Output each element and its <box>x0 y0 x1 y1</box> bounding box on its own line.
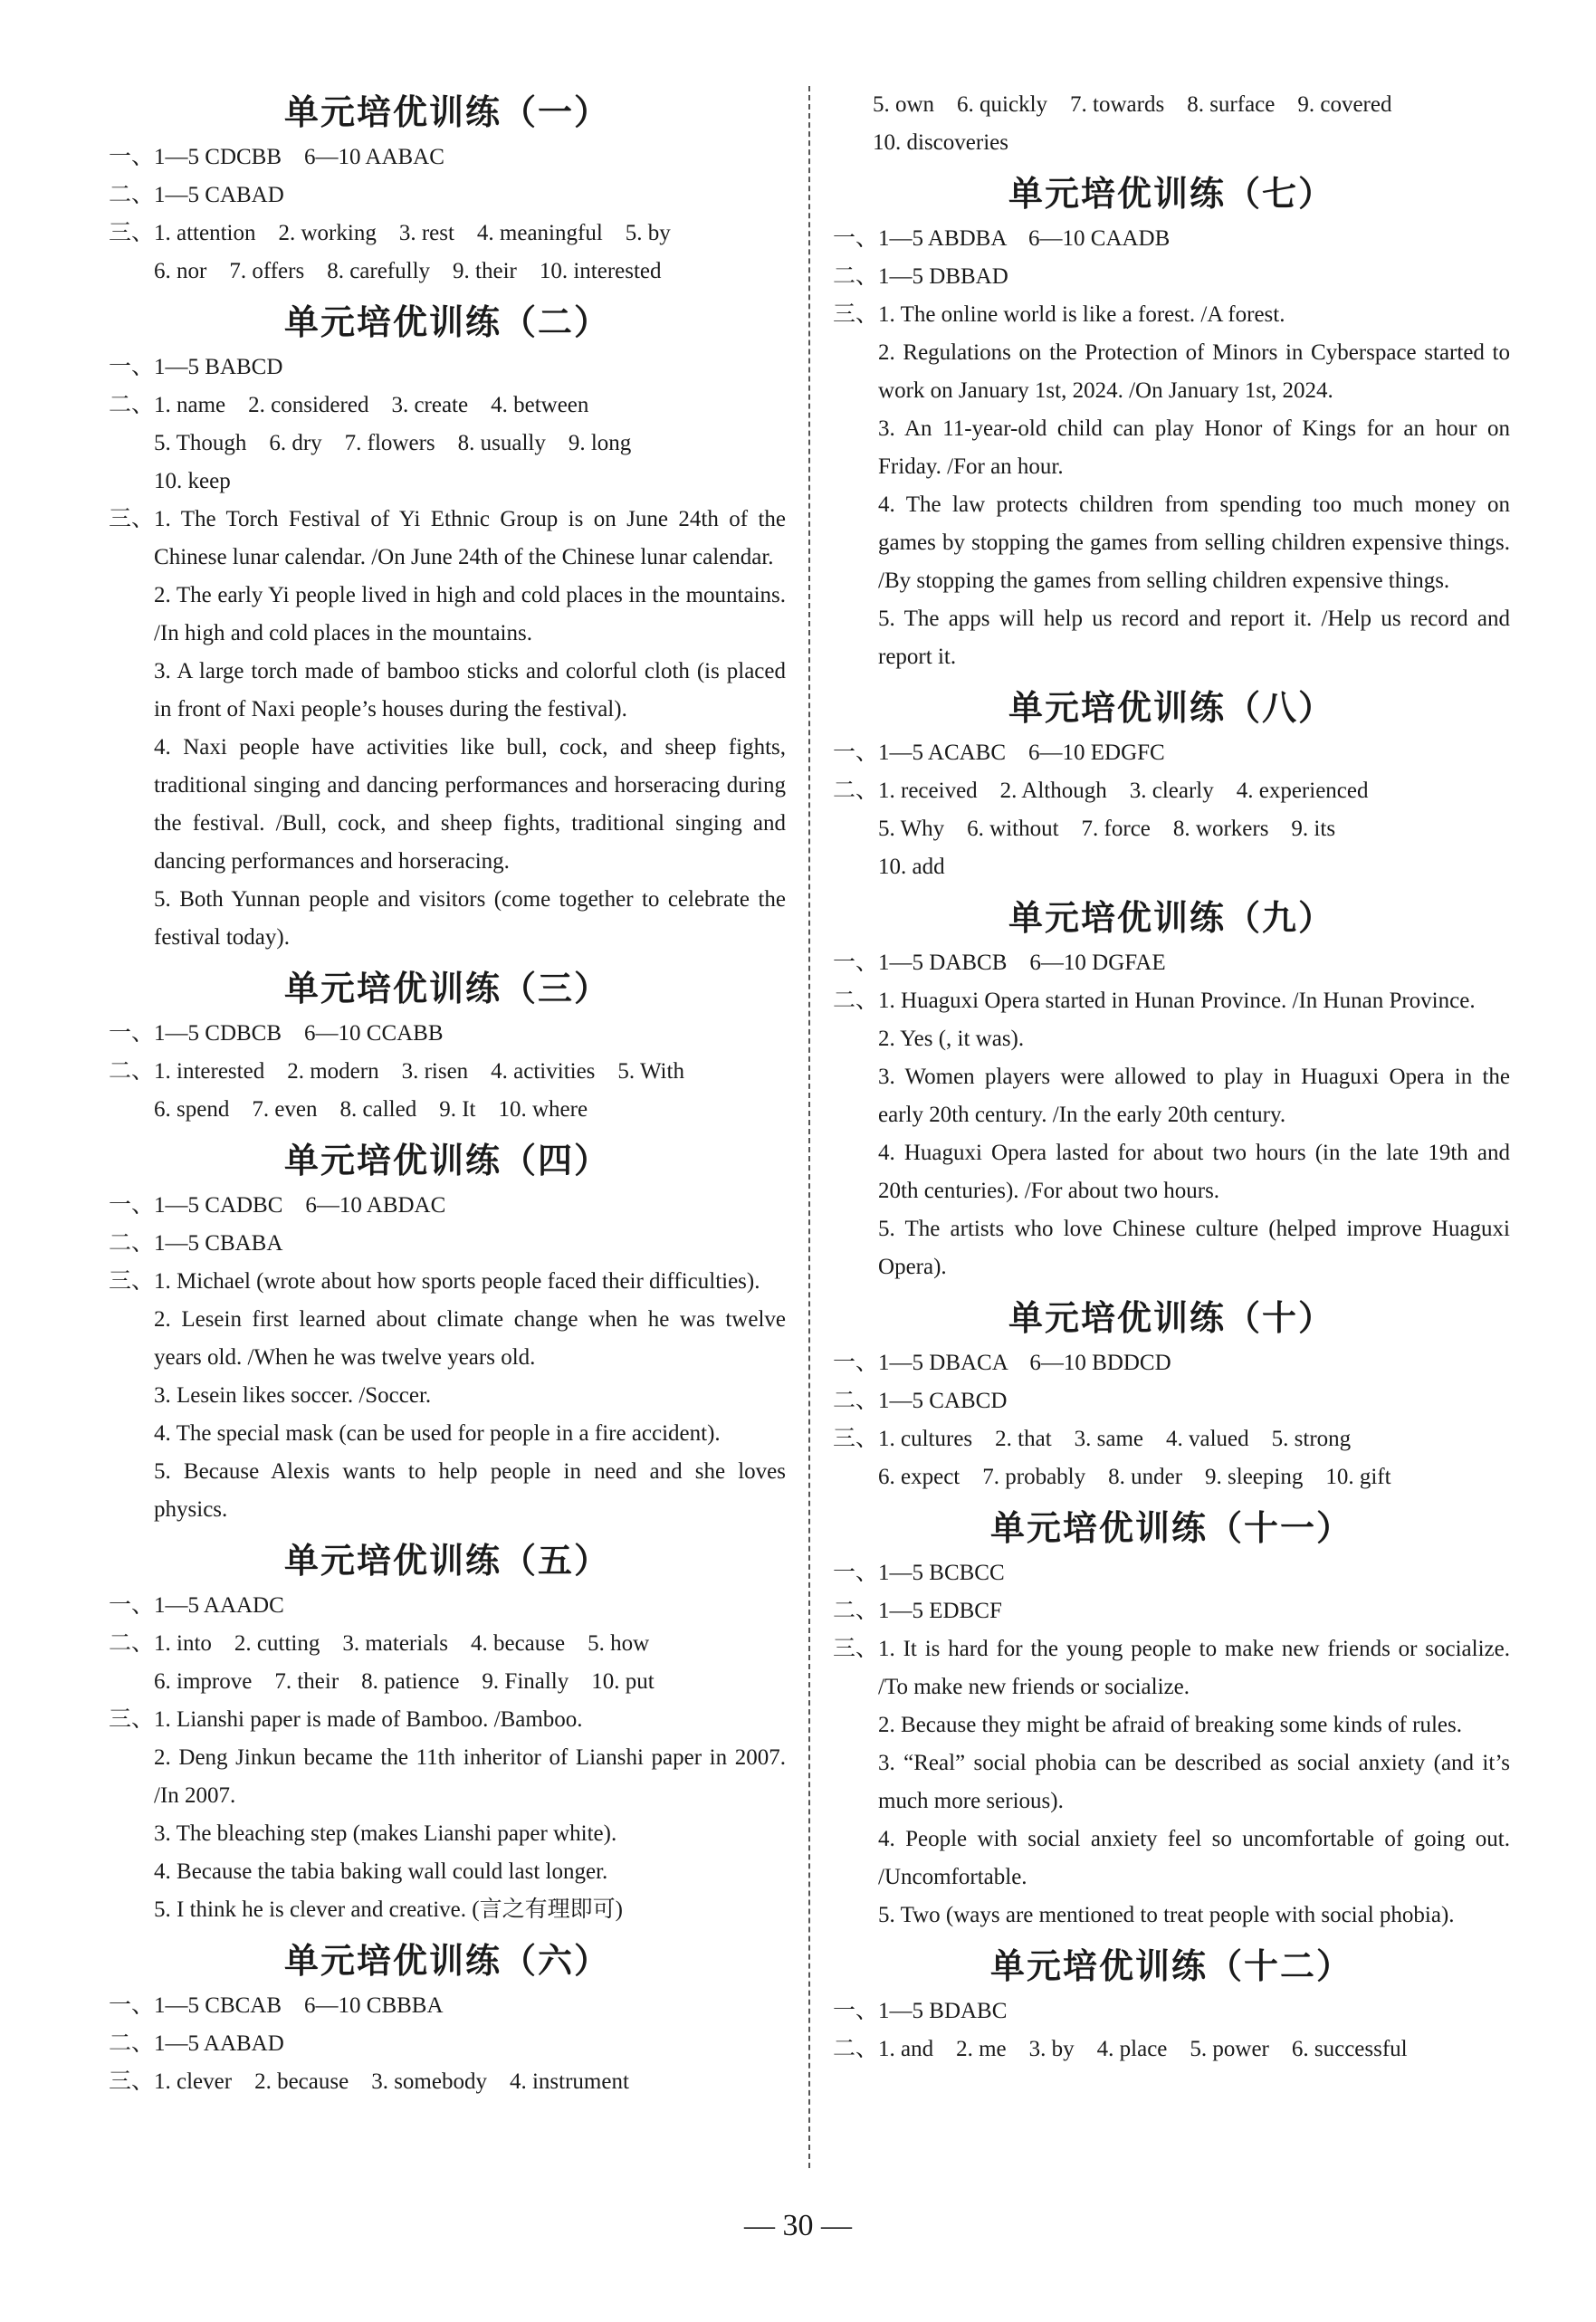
answer-section <box>109 177 786 215</box>
answer-section <box>109 1625 786 1701</box>
section-answers <box>154 215 786 291</box>
right-column <box>833 86 1510 2069</box>
answer-section <box>109 2063 786 2101</box>
section-label: 二、 <box>833 2037 879 2061</box>
section-answers <box>154 1225 786 1263</box>
answer-line: 1. attention 2. working 3. rest 4. meaningful 5. by <box>154 221 671 245</box>
answer-line: 1. interested 2. modern 3. risen 4. activities 5. With <box>154 1059 684 1084</box>
section-label: 二、 <box>109 1631 155 1656</box>
section-label: 一、 <box>109 1993 155 2018</box>
answer-section <box>109 1225 786 1263</box>
answer-line: 2. Deng Jinkun became the 11th inheritor of Lianshi paper in 2007. /In 2007. <box>154 1745 786 1808</box>
section-answers <box>154 1625 786 1701</box>
section-label: 二、 <box>109 1059 155 1084</box>
answer-line: 4. Huaguxi Opera lasted for about two hours (in the late 19th and 20th centuries). /For about two hours. <box>878 1141 1510 1203</box>
answer-section <box>833 772 1510 886</box>
answer-line: 3. An 11-year-old child can play Honor of Kings for an hour on Friday. /For an hour. <box>878 416 1510 479</box>
answer-line: 1—5 BABCD <box>154 355 283 379</box>
answer-line: 5. The apps will help us record and report it. /Help us record and report it. <box>878 607 1510 669</box>
answer-line: 1—5 CADBC 6—10 ABDAC <box>154 1193 446 1218</box>
section-answers <box>154 177 786 215</box>
section-label: 一、 <box>109 355 155 379</box>
answer-line: 6. improve 7. their 8. patience 9. Finally 10. put <box>154 1669 655 1694</box>
answer-section <box>833 258 1510 296</box>
answer-line: 3. Lesein likes soccer. /Soccer. <box>154 1383 432 1408</box>
section-answers <box>878 296 1510 676</box>
answer-line: 5. I think he is clever and creative. (言之有理即可) <box>154 1897 623 1922</box>
section-answers <box>878 2031 1510 2069</box>
left-column <box>109 86 786 2101</box>
answer-line: 5. Both Yunnan people and visitors (come together to celebrate the festival today). <box>154 887 786 950</box>
section-label: 一、 <box>833 741 879 765</box>
section-answers <box>878 734 1510 772</box>
section-label: 一、 <box>833 226 879 251</box>
answer-line: 1—5 ABDBA 6—10 CAADB <box>878 226 1171 251</box>
section-answers <box>154 501 786 957</box>
answer-section <box>109 2025 786 2063</box>
section-label: 二、 <box>109 1231 155 1256</box>
section-label <box>833 86 873 162</box>
answer-line: 4. People with social anxiety feel so uncomfortable of going out. /Uncomfortable. <box>878 1827 1510 1889</box>
answer-section <box>109 215 786 291</box>
answer-section <box>833 734 1510 772</box>
section-answers <box>878 1344 1510 1382</box>
section-label: 三、 <box>109 1707 155 1732</box>
answer-section <box>833 296 1510 676</box>
answer-line: 5. The artists who love Chinese culture (helped improve Huaguxi Opera). <box>878 1217 1510 1279</box>
unit-title: 单元培优训练（五） <box>283 1541 610 1581</box>
section-label: 二、 <box>833 1599 879 1623</box>
answer-section <box>833 1382 1510 1420</box>
answer-line: 3. The bleaching step (makes Lianshi paper white). <box>154 1821 617 1846</box>
answer-section <box>109 1053 786 1129</box>
unit-title: 单元培优训练（三） <box>283 969 610 1008</box>
answer-line: 6. spend 7. even 8. called 9. It 10. where <box>154 1097 588 1122</box>
answer-section <box>109 1263 786 1529</box>
answer-line: 1—5 CDCBB 6—10 AABAC <box>154 145 444 169</box>
unit-title: 单元培优训练（八） <box>1008 688 1334 728</box>
answer-line: 10. discoveries <box>873 130 1008 155</box>
answer-line: 1. The Torch Festival of Yi Ethnic Group is on June 24th of the Chinese lunar calendar. /On June 24th of the Chinese lunar calendar. <box>154 507 786 569</box>
section-label: 三、 <box>109 507 155 531</box>
answer-line: 1. into 2. cutting 3. materials 4. because 5. how <box>154 1631 650 1656</box>
section-label: 三、 <box>833 1427 879 1451</box>
section-answers <box>878 220 1510 258</box>
section-answers <box>154 2025 786 2063</box>
answer-section <box>109 1587 786 1625</box>
unit-title: 单元培优训练（七） <box>1008 174 1334 214</box>
answer-section <box>109 501 786 957</box>
section-answers <box>878 772 1510 886</box>
section-label: 三、 <box>109 2069 155 2094</box>
unit-title: 单元培优训练（六） <box>283 1941 610 1981</box>
section-answers <box>878 1992 1510 2031</box>
section-label: 二、 <box>833 779 879 803</box>
answer-section <box>109 1015 786 1053</box>
answer-line: 5. Two (ways are mentioned to treat people with social phobia). <box>878 1903 1455 1927</box>
section-answers <box>154 1987 786 2025</box>
section-answers <box>154 1701 786 1929</box>
answer-line: 1—5 ACABC 6—10 EDGFC <box>878 741 1165 765</box>
section-label: 二、 <box>109 2031 155 2056</box>
section-answers <box>154 2063 786 2101</box>
answer-line: 1—5 CBCAB 6—10 CBBBA <box>154 1993 444 2018</box>
answer-section <box>109 349 786 387</box>
answer-section <box>833 1992 1510 2031</box>
answer-line: 3. Women players were allowed to play in Huaguxi Opera in the early 20th century. /In the early 20th century. <box>878 1065 1510 1127</box>
section-answers <box>154 1587 786 1625</box>
answer-line: 4. The special mask (can be used for people in a fire accident). <box>154 1421 721 1446</box>
answer-line: 1. clever 2. because 3. somebody 4. instrument <box>154 2069 629 2094</box>
answer-line: 1—5 AABAD <box>154 2031 284 2056</box>
section-label: 二、 <box>833 989 879 1013</box>
section-label: 一、 <box>833 1561 879 1585</box>
column-divider <box>808 86 810 2168</box>
answer-line: 5. Though 6. dry 7. flowers 8. usually 9. long <box>154 431 632 455</box>
answer-line: 3. “Real” social phobia can be described as social anxiety (and it’s much more serious). <box>878 1751 1510 1813</box>
answer-section <box>833 1592 1510 1630</box>
answer-line: 1—5 CBABA <box>154 1231 283 1256</box>
answer-line: 1. Huaguxi Opera started in Hunan Province. /In Hunan Province. <box>878 989 1476 1013</box>
answer-section <box>833 86 1510 162</box>
unit-title: 单元培优训练（二） <box>283 302 610 342</box>
answer-line: 4. Because the tabia baking wall could last longer. <box>154 1859 608 1884</box>
section-label: 一、 <box>109 145 155 169</box>
answer-line: 4. The law protects children from spending too much money on games by stopping the games from selling children expensive things. /By stopping the games from selling children expensive things. <box>878 492 1510 593</box>
answer-section <box>833 1344 1510 1382</box>
answer-line: 1—5 DABCB 6—10 DGFAE <box>878 951 1166 975</box>
section-label: 一、 <box>833 1999 879 2023</box>
section-answers <box>154 1053 786 1129</box>
answer-line: 2. Yes (, it was). <box>878 1027 1025 1051</box>
page-number: — 30 — <box>744 2209 852 2242</box>
section-answers <box>878 1554 1510 1592</box>
answer-line: 1. and 2. me 3. by 4. place 5. power 6. successful <box>878 2037 1408 2061</box>
section-answers <box>154 1187 786 1225</box>
answer-line: 1—5 CABAD <box>154 183 284 207</box>
section-label: 三、 <box>833 302 879 327</box>
answer-line: 5. Because Alexis wants to help people in need and she loves physics. <box>154 1459 786 1522</box>
section-label: 一、 <box>109 1593 155 1618</box>
section-label: 三、 <box>109 221 155 245</box>
answer-section <box>109 1701 786 1929</box>
answer-line: 1. name 2. considered 3. create 4. between <box>154 393 589 417</box>
answer-section <box>833 1420 1510 1496</box>
section-label: 二、 <box>833 1389 879 1413</box>
section-answers <box>154 139 786 177</box>
answer-section <box>833 944 1510 982</box>
answer-line: 1. The online world is like a forest. /A forest. <box>878 302 1285 327</box>
answer-line: 1. Michael (wrote about how sports people faced their difficulties). <box>154 1269 760 1294</box>
answer-line: 1—5 DBBAD <box>878 264 1008 289</box>
unit-title: 单元培优训练（十二） <box>989 1946 1352 1986</box>
section-label: 二、 <box>109 393 155 417</box>
section-answers <box>878 944 1510 982</box>
answer-section <box>109 139 786 177</box>
answer-line: 2. The early Yi people lived in high and cold places in the mountains. /In high and cold places in the mountains. <box>154 583 786 645</box>
section-answers <box>878 1630 1510 1935</box>
unit-title: 单元培优训练（四） <box>283 1141 610 1180</box>
answer-section <box>833 1630 1510 1935</box>
answer-line: 3. A large torch made of bamboo sticks and colorful cloth (is placed in front of Naxi people’s houses during the festival). <box>154 659 786 721</box>
answer-section <box>109 387 786 501</box>
answer-line: 1—5 BDABC <box>878 1999 1008 2023</box>
answer-line: 1—5 CDBCB 6—10 CCABB <box>154 1021 444 1046</box>
section-answers <box>154 387 786 501</box>
answer-line: 1—5 CABCD <box>878 1389 1008 1413</box>
section-label: 二、 <box>109 183 155 207</box>
answer-line: 1—5 DBACA 6—10 BDDCD <box>878 1351 1171 1375</box>
answer-line: 1. cultures 2. that 3. same 4. valued 5. strong <box>878 1427 1352 1451</box>
answer-line: 2. Regulations on the Protection of Minors in Cyberspace started to work on January 1st, 2024. /On January 1st, 2024. <box>878 340 1510 403</box>
answer-section <box>833 982 1510 1286</box>
answer-section <box>109 1187 786 1225</box>
unit-title: 单元培优训练（十） <box>1008 1298 1334 1338</box>
answer-line: 2. Lesein first learned about climate change when he was twelve years old. /When he was twelve years old. <box>154 1307 786 1370</box>
answer-line: 6. expect 7. probably 8. under 9. sleeping 10. gift <box>878 1465 1391 1489</box>
answer-line: 1. Lianshi paper is made of Bamboo. /Bamboo. <box>154 1707 583 1732</box>
section-answers <box>878 982 1510 1286</box>
answer-line: 10. add <box>878 855 945 879</box>
unit-title: 单元培优训练（九） <box>1008 898 1334 938</box>
answer-line: 5. Why 6. without 7. force 8. workers 9. its <box>878 817 1336 841</box>
section-answers <box>873 86 1510 162</box>
section-answers <box>154 349 786 387</box>
answer-section <box>833 2031 1510 2069</box>
unit-title: 单元培优训练（一） <box>283 92 610 132</box>
answer-line: 1—5 AAADC <box>154 1593 284 1618</box>
answer-line: 1. received 2. Although 3. clearly 4. experienced <box>878 779 1369 803</box>
section-label: 一、 <box>833 1351 879 1375</box>
section-label: 三、 <box>833 1637 879 1661</box>
section-answers <box>154 1263 786 1529</box>
answer-line: 4. Naxi people have activities like bull, cock, and sheep fights, traditional singing and dancing performances and horseracing during the festival. /Bull, cock, and sheep fights, traditional singing and dancing performances and horseracing. <box>154 735 786 874</box>
answer-line: 1—5 BCBCC <box>878 1561 1005 1585</box>
section-label: 一、 <box>109 1193 155 1218</box>
section-answers <box>878 1592 1510 1630</box>
answer-line: 6. nor 7. offers 8. carefully 9. their 10. interested <box>154 259 662 283</box>
answer-line: 10. keep <box>154 469 231 493</box>
section-answers <box>878 1420 1510 1496</box>
answer-line: 1. It is hard for the young people to make new friends or socialize. /To make new friends or socialize. <box>878 1637 1510 1699</box>
answer-line: 1—5 EDBCF <box>878 1599 1002 1623</box>
answer-section <box>833 1554 1510 1592</box>
answer-line: 5. own 6. quickly 7. towards 8. surface 9. covered <box>873 92 1392 117</box>
answer-section <box>833 220 1510 258</box>
section-label: 三、 <box>109 1269 155 1294</box>
answer-line: 2. Because they might be afraid of breaking some kinds of rules. <box>878 1713 1462 1737</box>
section-label: 一、 <box>109 1021 155 1046</box>
section-answers <box>878 258 1510 296</box>
section-answers <box>878 1382 1510 1420</box>
section-label: 一、 <box>833 951 879 975</box>
section-answers <box>154 1015 786 1053</box>
section-label: 二、 <box>833 264 879 289</box>
answer-section <box>109 1987 786 2025</box>
unit-title: 单元培优训练（十一） <box>989 1508 1352 1548</box>
